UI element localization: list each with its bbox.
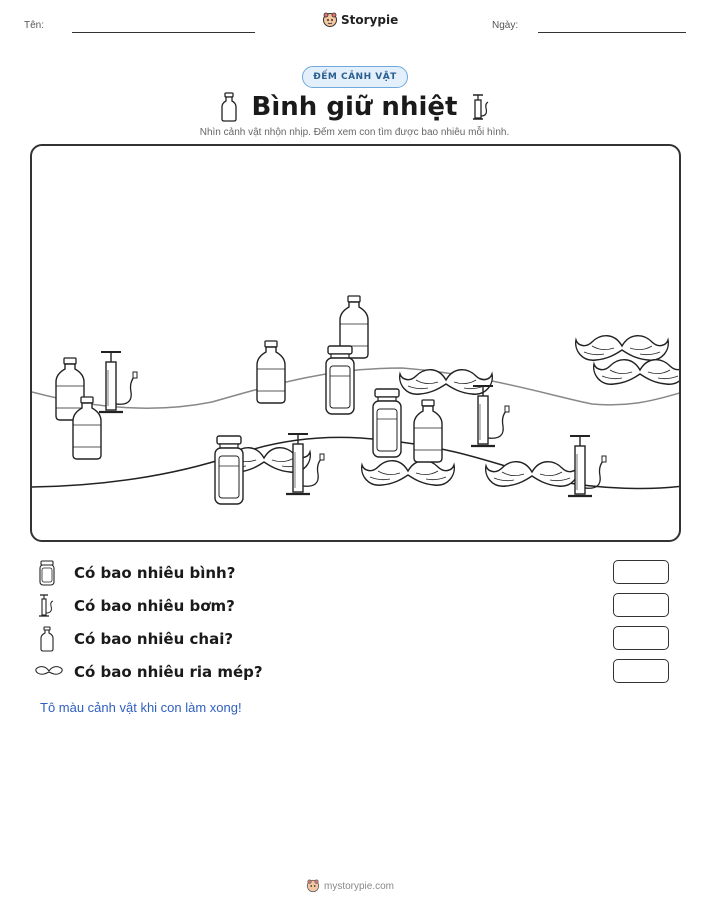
coloring-note: Tô màu cảnh vật khi con làm xong!: [40, 700, 242, 715]
scene-illustration: [32, 146, 681, 542]
thermos-icon: [38, 560, 56, 586]
bottle-icon: [38, 626, 56, 652]
site-url[interactable]: mystorypie.com: [324, 880, 395, 892]
pump-icon: [99, 352, 137, 412]
mustache-icon: [594, 360, 681, 384]
mustache-icon: [362, 461, 455, 485]
question-text: Có bao nhiêu chai?: [74, 630, 234, 648]
question-text: Có bao nhiêu bình?: [74, 564, 236, 582]
hill-line-back: [32, 368, 681, 408]
pump-icon: [470, 92, 492, 122]
bottle-icon: [257, 341, 285, 403]
storypie-mascot-icon: [306, 879, 320, 893]
storypie-mascot-icon: [322, 12, 338, 28]
question-row-mustache: [38, 659, 670, 685]
brand-name: Storypie: [341, 13, 399, 27]
bottle-icon: [414, 400, 442, 462]
answer-box[interactable]: [613, 659, 669, 683]
category-badge: ĐẾM CẢNH VẬT: [302, 66, 408, 88]
mustache-icon: [576, 336, 669, 360]
question-row-bottle: [38, 626, 670, 652]
pump-icon: [471, 386, 509, 446]
thermos-icon: [373, 389, 401, 457]
question-row-thermos: [38, 560, 670, 586]
name-label: Tên:: [24, 20, 45, 31]
mustache-icon: [35, 659, 63, 685]
pump-icon: [38, 593, 56, 619]
storypie-logo: [322, 12, 398, 28]
question-text: Có bao nhiêu bơm?: [74, 597, 235, 615]
site-footer: [306, 879, 394, 893]
answer-box[interactable]: [613, 560, 669, 584]
counting-scene: [30, 144, 681, 542]
answer-box[interactable]: [613, 626, 669, 650]
question-text: Có bao nhiêu ria mép?: [74, 663, 263, 681]
instructions: Nhìn cảnh vật nhộn nhịp. Đếm xem con tìm được bao nhiêu mỗi hình.: [199, 127, 510, 138]
page-title: Bình giữ nhiệt: [251, 92, 458, 122]
date-label: Ngày:: [492, 20, 519, 31]
mustache-icon: [486, 462, 579, 486]
answer-box[interactable]: [613, 593, 669, 617]
name-line[interactable]: [72, 32, 255, 33]
date-line[interactable]: [538, 32, 686, 33]
question-row-pump: [38, 593, 670, 619]
thermos-icon: [215, 436, 243, 504]
